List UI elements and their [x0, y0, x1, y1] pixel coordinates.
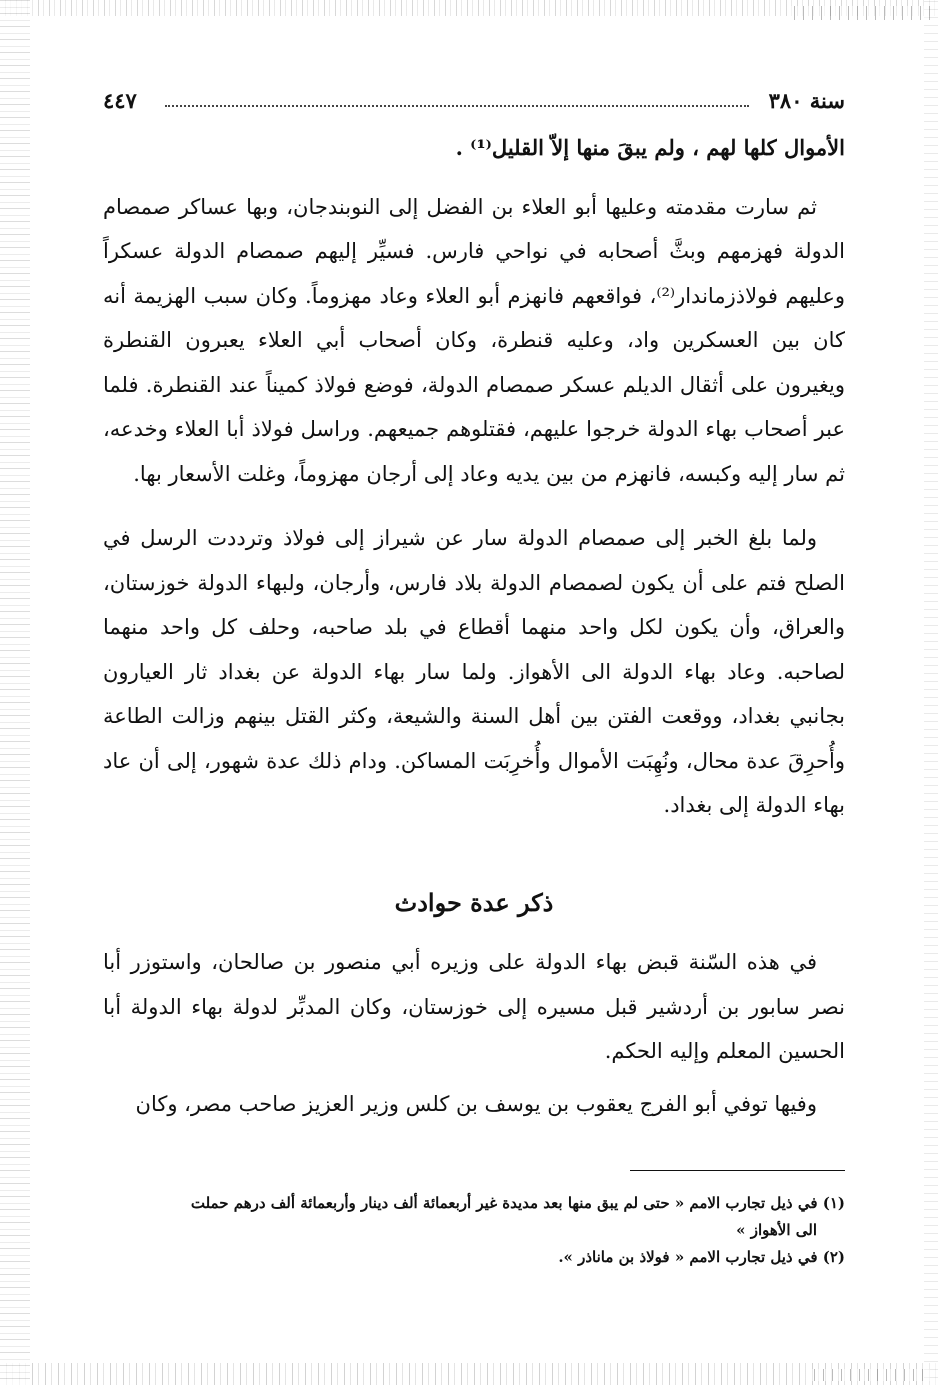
footnote	[103, 1244, 845, 1271]
footnote-text: (٢) في ذيل تجارب الامم « فولاذ بن ماناذر ».	[558, 1248, 845, 1266]
main-text	[103, 126, 845, 828]
running-head: سنة ٣٨٠	[768, 88, 845, 113]
page-header	[103, 88, 845, 122]
page-border-right	[924, 0, 938, 1385]
corner-ornament-top	[790, 6, 930, 20]
footnote-continuation: الى الأهواز »	[736, 1221, 817, 1239]
footnote-text: (١) في ذيل تجارب الامم « حتى لم يبق منها بعد مديدة غير أربعمائة ألف دينار وأربعمائة ألف درهم حملت	[190, 1194, 845, 1212]
page-border-left	[0, 0, 30, 1385]
footnote	[103, 1190, 845, 1244]
section-heading: ذكر عدة حوادث	[394, 888, 554, 917]
footnotes	[103, 1190, 845, 1271]
footnote-rule	[630, 1170, 845, 1171]
paragraph-continued: الأموال كلها لهم ، ولم يبقَ منها إلاّ القليل⁽¹⁾ .	[455, 135, 845, 160]
paragraph: في هذه السّنة قبض بهاء الدولة على وزيره أبي منصور بن صالحان، واستوزر أبا نصر سابور بن أردشير قبل مسيره إلى خوزستان، وكان المدبِّر لدولة بهاء الدولة أبا الحسين المعلم وإليه الحكم.	[103, 950, 845, 1063]
paragraph: ثم سارت مقدمته وعليها أبو العلاء بن الفضل إلى النوبندجان، وبها عساكر صمصام الدولة فهزمهم وبثَّ أصحابه في نواحي فارس. فسيِّر إليهم صمصام الدولة عسكراً وعليهم فولاذزماندار⁽²⁾، فواقعهم فانهزم أبو العلاء وعاد مهزوماً. وكان سبب الهزيمة أنه كان بين العسكرين واد، وعليه قنطرة، وكان أصحاب أبي العلاء يعبرون القنطرة ويغيرون على أثقال الديلم عسكر صمصام الدولة، فوضع فولاذ كميناً عند القنطرة. فلما عبر أصحاب بهاء الدولة خرجوا عليهم، فقتلوهم جميعهم. وراسل فولاذ أبا العلاء وخدعه، ثم سار إليه وكبسه، فانهزم من بين يديه وعاد إلى أرجان مهزوماً، وغلت الأسعار بها.	[103, 194, 845, 486]
page-number: ٤٤٧	[103, 88, 137, 113]
paragraph: ولما بلغ الخبر إلى صمصام الدولة سار عن شيراز إلى فولاذ وترددت الرسل في الصلح فتم على أن يكون لصمصام الدولة بلاد فارس، وأرجان، ولبهاء الدولة خوزستان، والعراق، وأن يكون لكل واحد منهما أقطاع في بلد صاحبه، وحلف كل واحد منهما لصاحبه. وعاد بهاء الدولة الى الأهواز. ولما سار بهاء الدولة عن بغداد ثار العيارون بجانبي بغداد، ووقعت الفتن بين أهل السنة والشيعة، وكثر القتل بينهم وزالت الطاعة وأُحرِقَ عدة محال، ونُهِبَت الأموال وأُخرِبَت المساكن. ودام ذلك عدة شهور، إلى أن عاد بهاء الدولة إلى بغداد.	[103, 526, 845, 817]
paragraph: وفيها توفي أبو الفرج يعقوب بن يوسف بن كلس وزير العزيز صاحب مصر، وكان	[135, 1091, 817, 1116]
section-text	[103, 940, 845, 1126]
corner-ornament-bottom	[810, 1369, 930, 1381]
header-leader-dots	[165, 105, 749, 107]
page-border-bottom	[0, 1363, 938, 1385]
